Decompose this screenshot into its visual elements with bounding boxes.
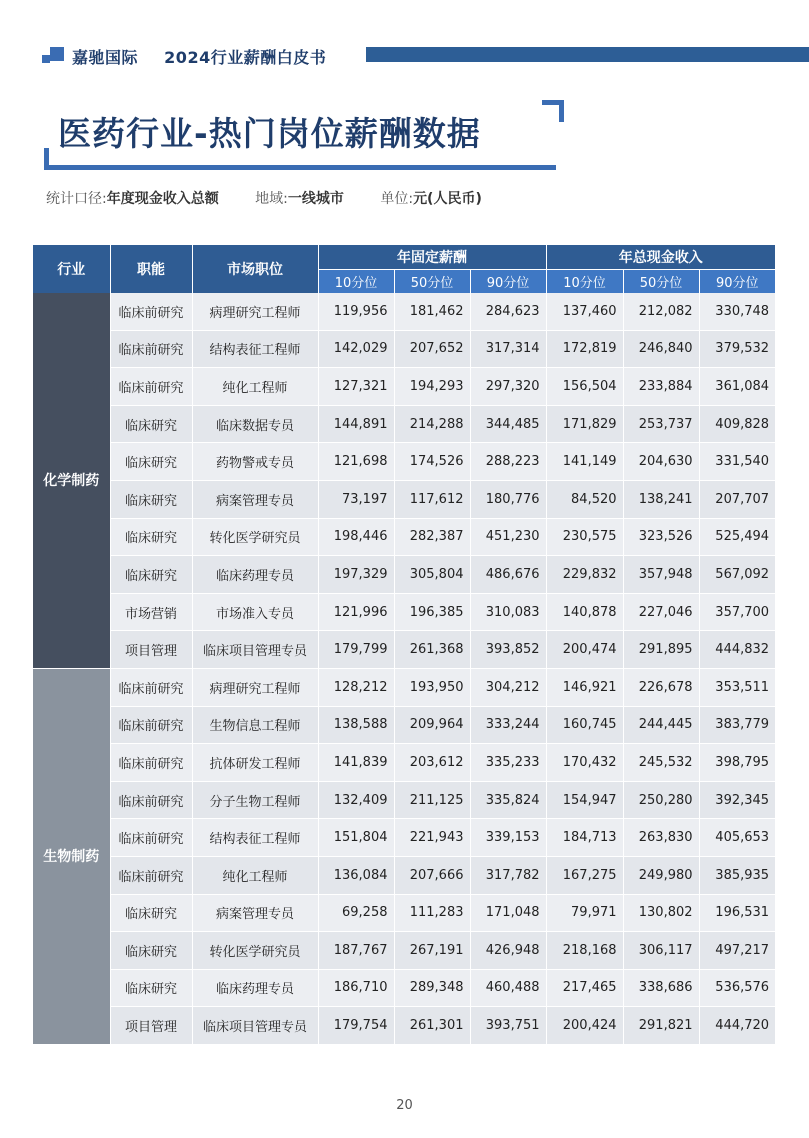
salary-cell-f10: 187,767 [318,932,394,970]
salary-cell-t90: 567,092 [699,556,775,594]
salary-cell-t90: 409,828 [699,405,775,443]
position-cell: 病理研究工程师 [192,668,318,706]
salary-cell-f10: 127,321 [318,368,394,406]
header-function: 职能 [110,245,192,293]
salary-cell-t10: 137,460 [546,293,623,330]
salary-cell-f90: 335,233 [470,744,546,782]
function-cell: 临床研究 [110,518,192,556]
salary-cell-f90: 451,230 [470,518,546,556]
salary-cell-f10: 186,710 [318,969,394,1007]
header-total-p90: 90分位 [699,270,775,294]
salary-cell-t90: 331,540 [699,443,775,481]
table-row [33,969,775,1007]
salary-cell-t10: 156,504 [546,368,623,406]
salary-cell-f10: 73,197 [318,480,394,518]
salary-table [33,245,775,1045]
salary-cell-t90: 444,720 [699,1007,775,1045]
salary-cell-f10: 138,588 [318,706,394,744]
salary-cell-f10: 132,409 [318,781,394,819]
table-body [33,293,775,1044]
salary-cell-f10: 179,799 [318,631,394,669]
table-row [33,631,775,669]
salary-cell-t50: 204,630 [623,443,699,481]
position-cell: 病案管理专员 [192,480,318,518]
salary-cell-t10: 172,819 [546,330,623,368]
salary-cell-f50: 267,191 [394,932,470,970]
salary-cell-t90: 353,511 [699,668,775,706]
position-cell: 药物警戒专员 [192,443,318,481]
salary-cell-f90: 426,948 [470,932,546,970]
salary-cell-t10: 229,832 [546,556,623,594]
salary-cell-t50: 138,241 [623,480,699,518]
table-row [33,932,775,970]
function-cell: 临床前研究 [110,744,192,782]
table-row [33,781,775,819]
salary-cell-t50: 263,830 [623,819,699,857]
header-total-p10: 10分位 [546,270,623,294]
salary-cell-t50: 253,737 [623,405,699,443]
function-cell: 临床前研究 [110,856,192,894]
table-row [33,593,775,631]
salary-cell-f50: 282,387 [394,518,470,556]
position-cell: 纯化工程师 [192,368,318,406]
salary-cell-f50: 193,950 [394,668,470,706]
salary-cell-t50: 323,526 [623,518,699,556]
header-position: 市场职位 [192,245,318,293]
salary-cell-t50: 291,895 [623,631,699,669]
header-fixed-p50: 50分位 [394,270,470,294]
header-accent-square [50,47,64,61]
salary-cell-f50: 181,462 [394,293,470,330]
function-cell: 临床前研究 [110,330,192,368]
table-row [33,518,775,556]
meta-region: 地域:一线城市 [255,191,344,207]
table-row [33,856,775,894]
salary-cell-t10: 146,921 [546,668,623,706]
salary-cell-t90: 525,494 [699,518,775,556]
salary-cell-f50: 194,293 [394,368,470,406]
salary-cell-t50: 212,082 [623,293,699,330]
brand-name: 嘉驰国际 [72,48,139,67]
salary-cell-t90: 379,532 [699,330,775,368]
salary-cell-t10: 140,878 [546,593,623,631]
position-cell: 抗体研发工程师 [192,744,318,782]
salary-cell-f90: 288,223 [470,443,546,481]
salary-cell-f50: 305,804 [394,556,470,594]
salary-cell-f90: 393,751 [470,1007,546,1045]
salary-cell-f10: 121,996 [318,593,394,631]
salary-cell-t50: 306,117 [623,932,699,970]
title-corner-right [559,100,564,122]
salary-cell-f90: 171,048 [470,894,546,932]
salary-cell-t90: 444,832 [699,631,775,669]
salary-cell-f90: 317,314 [470,330,546,368]
meta-unit: 单位:元(人民币) [380,191,482,207]
salary-cell-t90: 330,748 [699,293,775,330]
meta-info [46,188,514,208]
salary-cell-f10: 141,839 [318,744,394,782]
function-cell: 临床研究 [110,894,192,932]
salary-cell-f10: 179,754 [318,1007,394,1045]
industry-cell: 生物制药 [33,668,110,1044]
salary-cell-t50: 291,821 [623,1007,699,1045]
salary-cell-f50: 117,612 [394,480,470,518]
table-row [33,819,775,857]
salary-cell-t90: 497,217 [699,932,775,970]
salary-cell-t90: 361,084 [699,368,775,406]
salary-cell-t50: 357,948 [623,556,699,594]
header-total-cash: 年总现金收入 [546,245,775,270]
position-cell: 分子生物工程师 [192,781,318,819]
position-cell: 纯化工程师 [192,856,318,894]
salary-cell-f90: 335,824 [470,781,546,819]
salary-cell-f90: 297,320 [470,368,546,406]
salary-cell-f50: 203,612 [394,744,470,782]
salary-cell-f90: 310,083 [470,593,546,631]
table-row [33,894,775,932]
header-fixed-p10: 10分位 [318,270,394,294]
salary-cell-t90: 385,935 [699,856,775,894]
salary-cell-f90: 304,212 [470,668,546,706]
function-cell: 市场营销 [110,593,192,631]
function-cell: 项目管理 [110,631,192,669]
function-cell: 临床研究 [110,969,192,1007]
salary-cell-t50: 227,046 [623,593,699,631]
document-title: 2024行业薪酬白皮书 [164,48,327,67]
industry-cell: 化学制药 [33,293,110,668]
table-row [33,1007,775,1045]
function-cell: 临床研究 [110,932,192,970]
salary-cell-f10: 128,212 [318,668,394,706]
salary-cell-f90: 460,488 [470,969,546,1007]
header-bar [366,47,809,62]
position-cell: 结构表征工程师 [192,330,318,368]
function-cell: 临床前研究 [110,293,192,330]
salary-cell-f90: 344,485 [470,405,546,443]
table-row [33,405,775,443]
header-accent-small [42,55,50,63]
position-cell: 市场准入专员 [192,593,318,631]
salary-cell-t50: 130,802 [623,894,699,932]
salary-cell-t50: 244,445 [623,706,699,744]
position-cell: 转化医学研究员 [192,518,318,556]
salary-cell-f50: 289,348 [394,969,470,1007]
salary-cell-f10: 119,956 [318,293,394,330]
title-corner-left [44,148,49,170]
salary-cell-t50: 338,686 [623,969,699,1007]
salary-cell-f50: 221,943 [394,819,470,857]
salary-cell-t90: 207,707 [699,480,775,518]
header-industry: 行业 [33,245,110,293]
salary-cell-f90: 284,623 [470,293,546,330]
salary-cell-f50: 261,368 [394,631,470,669]
salary-cell-t10: 230,575 [546,518,623,556]
header-total-p50: 50分位 [623,270,699,294]
salary-cell-t90: 196,531 [699,894,775,932]
salary-cell-t10: 217,465 [546,969,623,1007]
function-cell: 临床前研究 [110,781,192,819]
function-cell: 临床研究 [110,443,192,481]
salary-cell-t10: 218,168 [546,932,623,970]
function-cell: 临床前研究 [110,368,192,406]
salary-cell-t50: 233,884 [623,368,699,406]
salary-cell-t10: 141,149 [546,443,623,481]
salary-cell-t50: 250,280 [623,781,699,819]
function-cell: 临床前研究 [110,668,192,706]
salary-cell-f50: 174,526 [394,443,470,481]
salary-cell-f10: 142,029 [318,330,394,368]
salary-cell-t10: 170,432 [546,744,623,782]
position-cell: 病理研究工程师 [192,293,318,330]
title-frame [44,100,564,170]
salary-cell-t10: 184,713 [546,819,623,857]
salary-cell-f90: 339,153 [470,819,546,857]
salary-cell-t10: 84,520 [546,480,623,518]
function-cell: 项目管理 [110,1007,192,1045]
position-cell: 临床药理专员 [192,969,318,1007]
position-cell: 临床项目管理专员 [192,1007,318,1045]
function-cell: 临床研究 [110,405,192,443]
salary-cell-f10: 136,084 [318,856,394,894]
salary-cell-f50: 261,301 [394,1007,470,1045]
position-cell: 转化医学研究员 [192,932,318,970]
salary-cell-t50: 245,532 [623,744,699,782]
table-row [33,556,775,594]
salary-cell-t10: 167,275 [546,856,623,894]
salary-cell-t90: 383,779 [699,706,775,744]
header-text [72,45,326,68]
salary-cell-t10: 79,971 [546,894,623,932]
salary-cell-f10: 198,446 [318,518,394,556]
table-row [33,706,775,744]
salary-cell-f10: 151,804 [318,819,394,857]
salary-cell-f90: 333,244 [470,706,546,744]
salary-cell-f50: 214,288 [394,405,470,443]
salary-cell-f50: 207,652 [394,330,470,368]
salary-cell-t10: 160,745 [546,706,623,744]
salary-cell-f50: 211,125 [394,781,470,819]
salary-cell-t10: 154,947 [546,781,623,819]
table-row [33,480,775,518]
function-cell: 临床前研究 [110,819,192,857]
salary-cell-f90: 317,782 [470,856,546,894]
position-cell: 临床项目管理专员 [192,631,318,669]
salary-cell-t50: 246,840 [623,330,699,368]
position-cell: 临床数据专员 [192,405,318,443]
table-row [33,443,775,481]
position-cell: 临床药理专员 [192,556,318,594]
salary-cell-t90: 405,653 [699,819,775,857]
salary-cell-t90: 398,795 [699,744,775,782]
function-cell: 临床研究 [110,556,192,594]
salary-cell-f50: 209,964 [394,706,470,744]
salary-cell-t90: 392,345 [699,781,775,819]
salary-cell-t10: 200,424 [546,1007,623,1045]
salary-cell-t90: 536,576 [699,969,775,1007]
header-fixed-p90: 90分位 [470,270,546,294]
position-cell: 病案管理专员 [192,894,318,932]
function-cell: 临床前研究 [110,706,192,744]
table-row [33,293,775,330]
salary-cell-f50: 196,385 [394,593,470,631]
meta-scope: 统计口径:年度现金收入总额 [46,191,219,207]
header-fixed-salary: 年固定薪酬 [318,245,546,270]
table-row [33,744,775,782]
salary-cell-t50: 226,678 [623,668,699,706]
table-row [33,330,775,368]
salary-cell-f90: 393,852 [470,631,546,669]
salary-cell-f50: 111,283 [394,894,470,932]
salary-cell-f10: 69,258 [318,894,394,932]
page-title: 医药行业-热门岗位薪酬数据 [58,114,481,153]
salary-cell-f10: 121,698 [318,443,394,481]
salary-cell-f90: 486,676 [470,556,546,594]
salary-cell-t50: 249,980 [623,856,699,894]
table-row [33,668,775,706]
position-cell: 结构表征工程师 [192,819,318,857]
salary-cell-t10: 200,474 [546,631,623,669]
salary-cell-f10: 144,891 [318,405,394,443]
salary-cell-f10: 197,329 [318,556,394,594]
salary-cell-f90: 180,776 [470,480,546,518]
position-cell: 生物信息工程师 [192,706,318,744]
table-row [33,368,775,406]
salary-cell-t10: 171,829 [546,405,623,443]
title-underline [44,165,556,170]
page-number: 20 [396,1098,413,1113]
salary-cell-f50: 207,666 [394,856,470,894]
salary-cell-t90: 357,700 [699,593,775,631]
function-cell: 临床研究 [110,480,192,518]
